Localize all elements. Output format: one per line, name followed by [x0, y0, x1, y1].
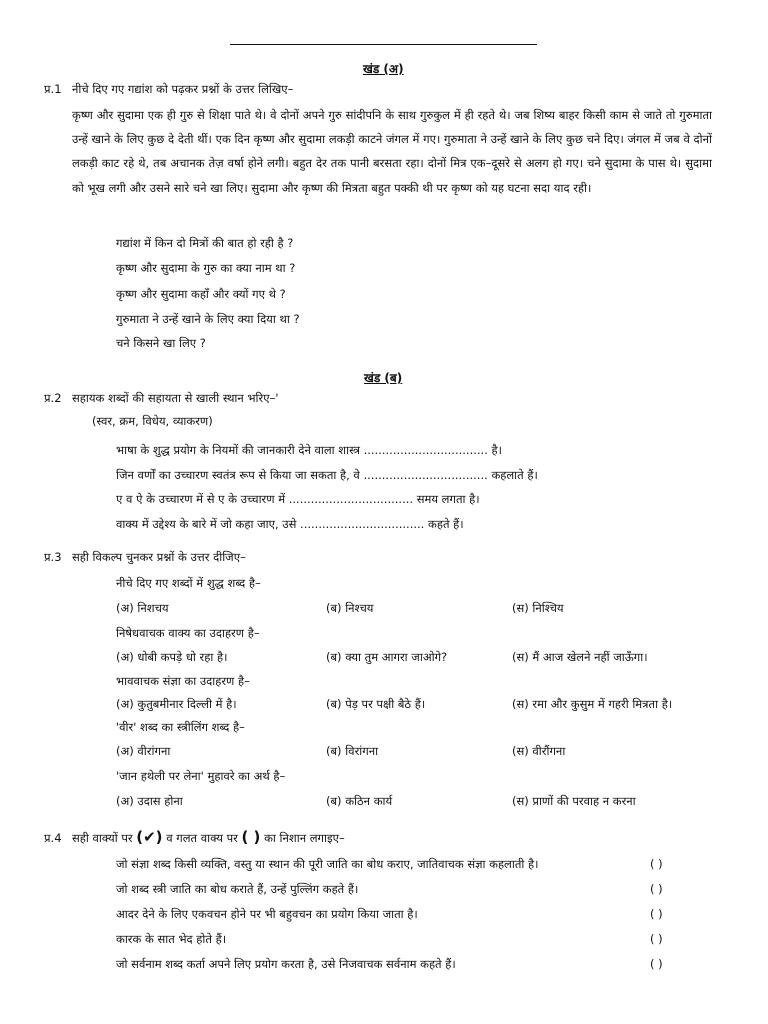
- q2-item: वाक्य में उद्देश्य के बारे में जो कहा जाए, उसे .................................. कहते हैं।: [116, 517, 464, 531]
- q4-number: प्र.4: [44, 831, 62, 845]
- q3-option-c[interactable]: (स) प्राणों की परवाह न करना: [512, 794, 636, 808]
- q4-answer-box[interactable]: ( ): [650, 957, 663, 971]
- q3-option-b[interactable]: (ब) कठिन कार्य: [326, 794, 393, 808]
- q1-question: गद्यांश में किन दो मित्रों की बात हो रही है ?: [116, 236, 294, 250]
- q1-number: प्र.1: [44, 82, 62, 96]
- q4-statement: जो संज्ञा शब्द किसी व्यक्ति, वस्तु या स्थान की पूरी जाति का बोध कराए, जातिवाचक संज्ञा कहलाती है।: [116, 857, 539, 871]
- q3-question: निषेधवाचक वाक्य का उदाहरण है–: [116, 626, 260, 640]
- top-rule: [230, 44, 537, 45]
- q3-question: भाववाचक संज्ञा का उदाहरण है–: [116, 674, 250, 688]
- q3-option-a[interactable]: (अ) कुतुबमीनार दिल्ली में है।: [116, 697, 237, 711]
- check-mark-icon: (✔): [136, 828, 163, 846]
- q3-option-b[interactable]: (ब) पेड़ पर पक्षी बैठे हैं।: [326, 697, 426, 711]
- q2-item: जिन वर्णों का उच्चारण स्वतंत्र रूप से किया जा सकता है, वे .................................. कहलाते हैं।: [116, 468, 538, 482]
- fill-blank[interactable]: ..................................: [300, 517, 425, 531]
- fill-blank[interactable]: ..................................: [288, 492, 414, 506]
- q3-question: नीचे दिए गए शब्दों में शुद्ध शब्द है–: [116, 576, 261, 590]
- q3-number: प्र.3: [44, 550, 62, 564]
- q3-question: 'जान हथेली पर लेना' मुहावरे का अर्थ है–: [116, 769, 286, 783]
- q4-answer-box[interactable]: ( ): [650, 857, 663, 871]
- q4-instruction: सही वाक्यों पर (✔) व गलत वाक्य पर ( ) का निशान लगाइए–: [72, 828, 345, 846]
- q3-option-a[interactable]: (अ) धोबी कपड़े धो रहा है।: [116, 650, 228, 664]
- q4-answer-box[interactable]: ( ): [650, 932, 663, 946]
- q4-statement: कारक के सात भेद होते हैं।: [116, 932, 227, 946]
- q4-answer-box[interactable]: ( ): [650, 882, 663, 896]
- q1-question: गुरुमाता ने उन्हें खाने के लिए क्या दिया था ?: [116, 312, 300, 326]
- q3-option-a[interactable]: (अ) उदास होना: [116, 794, 183, 808]
- q4-statement: आदर देने के लिए एकवचन होने पर भी बहुवचन का प्रयोग किया जाता है।: [116, 907, 418, 921]
- q2-item: भाषा के शुद्ध प्रयोग के नियमों की जानकारी देने वाला शास्त्र .................................. है।: [116, 443, 502, 457]
- q3-option-c[interactable]: (स) रमा और कुसुम में गहरी मित्रता है।: [512, 697, 673, 711]
- q1-question: कृष्ण और सुदामा के गुरु का क्या नाम था ?: [116, 261, 296, 275]
- q3-instruction: सही विकल्प चुनकर प्रश्नों के उत्तर दीजिए–: [72, 550, 246, 564]
- q1-question: कृष्ण और सुदामा कहाँ और क्यों गए थे ?: [116, 287, 286, 301]
- section-a-title: खंड (अ): [363, 62, 404, 76]
- q4-statement: जो सर्वनाम शब्द कर्ता अपने लिए प्रयोग करता है, उसे निजवाचक सर्वनाम कहते हैं।: [116, 957, 456, 971]
- cross-mark-icon: ( ): [241, 828, 261, 846]
- q3-option-b[interactable]: (ब) क्या तुम आगरा जाओगे?: [326, 650, 448, 664]
- q3-option-a[interactable]: (अ) वीरांगना: [116, 744, 171, 758]
- q2-instruction: सहायक शब्दों की सहायता से खाली स्थान भरिए–': [72, 391, 279, 405]
- q2-number: प्र.2: [44, 391, 62, 405]
- q3-option-b[interactable]: (ब) विरांगना: [326, 744, 379, 758]
- q3-question: 'वीर' शब्द का स्त्रीलिंग शब्द है–: [116, 720, 245, 734]
- q4-statement: जो शब्द स्त्री जाति का बोध कराते हैं, उन्हें पुल्लिंग कहते हैं।: [116, 882, 359, 896]
- q3-option-c[interactable]: (स) वीरौंगना: [512, 744, 566, 758]
- fill-blank[interactable]: ..................................: [363, 468, 488, 482]
- q1-passage: कृष्ण और सुदामा एक ही गुरु से शिक्षा पाते थे। वे दोनों अपने गुरु सांदीपनि के साथ गुरुकुल में ही रहते थे। जब शिष्य बाहर किसी काम से जाते तो गुरुमाता उन्हें खाने के लिए कुछ दे देती थीं। एक दिन कृष्ण और सुदामा लकड़ी काटने जंगल में गए। गुरुमाता ने उन्हें खाने के लिए कुछ चने दिए। जंगल में जब वे दोनों लकड़ी काट रहे थे, तब अचानक तेज़ वर्षा होने लगी। बहुत देर तक पानी बरसता रहा। दोनों मित्र एक–दूसरे से अलग हो गए। चने सुदामा के पास थे। सुदामा को भूख लगी और उसने सारे चने खा लिए। सुदामा और कृष्ण की मित्रता बहुत पक्की थी पर कृष्ण को यह घटना सदा याद रही।: [72, 108, 712, 195]
- q1-question: चने किसने खा लिए ?: [116, 336, 206, 350]
- fill-blank[interactable]: ..................................: [363, 443, 488, 457]
- q3-option-b[interactable]: (ब) निश्चय: [326, 601, 374, 615]
- q3-option-c[interactable]: (स) निश्चिय: [512, 601, 564, 615]
- q1-instruction: नीचे दिए गए गद्यांश को पढ़कर प्रश्नों के उत्तर लिखिए–: [72, 82, 294, 96]
- q3-option-a[interactable]: (अ) निशचय: [116, 601, 169, 615]
- q2-item: ए व ऐ के उच्चारण में से ए के उच्चारण में .................................. समय लगता है।: [116, 492, 480, 506]
- q3-option-c[interactable]: (स) मैं आज खेलने नहीं जाऊँगा।: [512, 650, 648, 664]
- q4-answer-box[interactable]: ( ): [650, 907, 663, 921]
- section-b-title: खंड (ब): [364, 371, 403, 385]
- q2-hint: (स्वर, क्रम, विधेय, व्याकरण): [92, 414, 213, 428]
